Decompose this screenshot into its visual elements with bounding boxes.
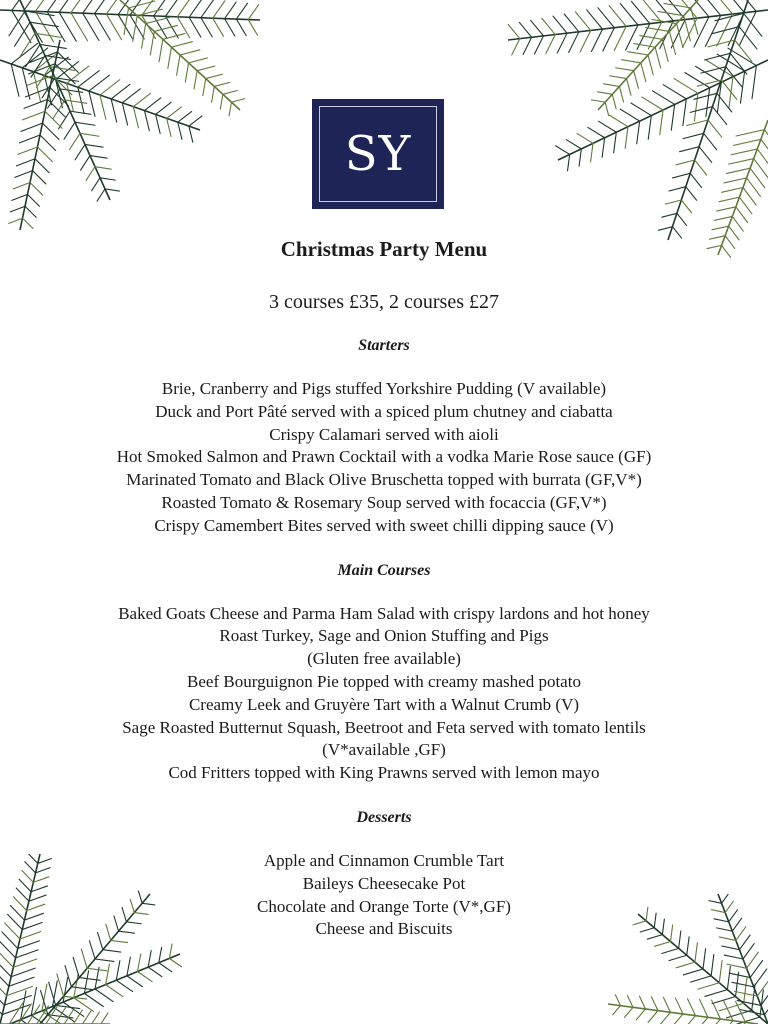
menu-item: (V*available ,GF) — [322, 740, 446, 760]
menu-price: 3 courses £35, 2 courses £27 — [269, 291, 499, 313]
pine-branch — [10, 944, 181, 1024]
pine-branch — [120, 0, 245, 116]
starters-section — [0, 335, 768, 538]
menu-item: Crispy Calamari served with aioli — [269, 424, 499, 444]
pine-branch — [9, 0, 119, 201]
menu-item: Roast Turkey, Sage and Onion Stuffing and Pigs — [219, 626, 549, 646]
menu-item: Baileys Cheesecake Pot — [302, 873, 466, 893]
menu-item: Chocolate and Orange Torte (V*,GF) — [257, 896, 511, 916]
menu-title: Christmas Party Menu — [280, 237, 488, 261]
menu-item: Crispy Camembert Bites served with sweet chilli dipping sauce (V) — [154, 515, 614, 535]
pine-branch — [0, 43, 202, 142]
menu-item: Duck and Port Pâté served with a spiced plum chutney and ciabatta — [155, 401, 613, 421]
pine-branch — [658, 0, 762, 240]
menu-item: Sage Roasted Butternut Squash, Beetroot and Feta served with tomato lentils — [122, 717, 646, 737]
starters-heading: Starters — [358, 337, 410, 354]
pine-branch — [608, 995, 758, 1024]
menu-item: Marinated Tomato and Black Olive Bruschetta topped with burrata (GF,V*) — [126, 470, 642, 490]
pine-branch — [0, 0, 260, 43]
pine-branch — [508, 0, 768, 55]
menu-item: Cheese and Biscuits — [315, 919, 453, 939]
menu-item: Brie, Cranberry and Pigs stuffed Yorkshire Pudding (V available) — [161, 379, 607, 398]
restaurant-logo — [312, 99, 444, 209]
mains-heading: Main Courses — [337, 561, 431, 579]
pine-branch — [0, 1003, 110, 1024]
menu-item: (Gluten free available) — [307, 649, 461, 669]
desserts-section — [0, 807, 768, 941]
desserts-heading: Desserts — [356, 808, 412, 826]
pine-foliage-top-left-icon — [0, 0, 280, 240]
pine-branch — [9, 40, 79, 230]
pine-branch — [556, 48, 768, 171]
mains-section — [0, 560, 768, 785]
menu-item: Creamy Leek and Gruyère Tart with a Walnut Crumb (V) — [188, 694, 580, 714]
menu-content — [0, 235, 768, 941]
pine-branch — [591, 0, 698, 116]
starters-list — [0, 378, 768, 538]
menu-item: Beef Bourguignon Pie topped with creamy mashed potato — [187, 671, 581, 691]
pine-foliage-top-right-icon — [468, 0, 768, 260]
menu-item: Apple and Cinnamon Crumble Tart — [263, 850, 505, 870]
logo-monogram: SY — [344, 126, 412, 182]
menu-item: Hot Smoked Salmon and Prawn Cocktail with a vodka Marie Rose sauce (GF) — [116, 447, 652, 467]
desserts-list — [0, 850, 768, 941]
mains-list — [0, 603, 768, 785]
menu-item: Roasted Tomato & Rosemary Soup served with focaccia (GF,V*) — [161, 492, 607, 512]
menu-item: Baked Goats Cheese and Parma Ham Salad with crispy lardons and hot honey — [118, 603, 650, 623]
menu-item: Cod Fritters topped with King Prawns served with lemon mayo — [168, 763, 600, 783]
